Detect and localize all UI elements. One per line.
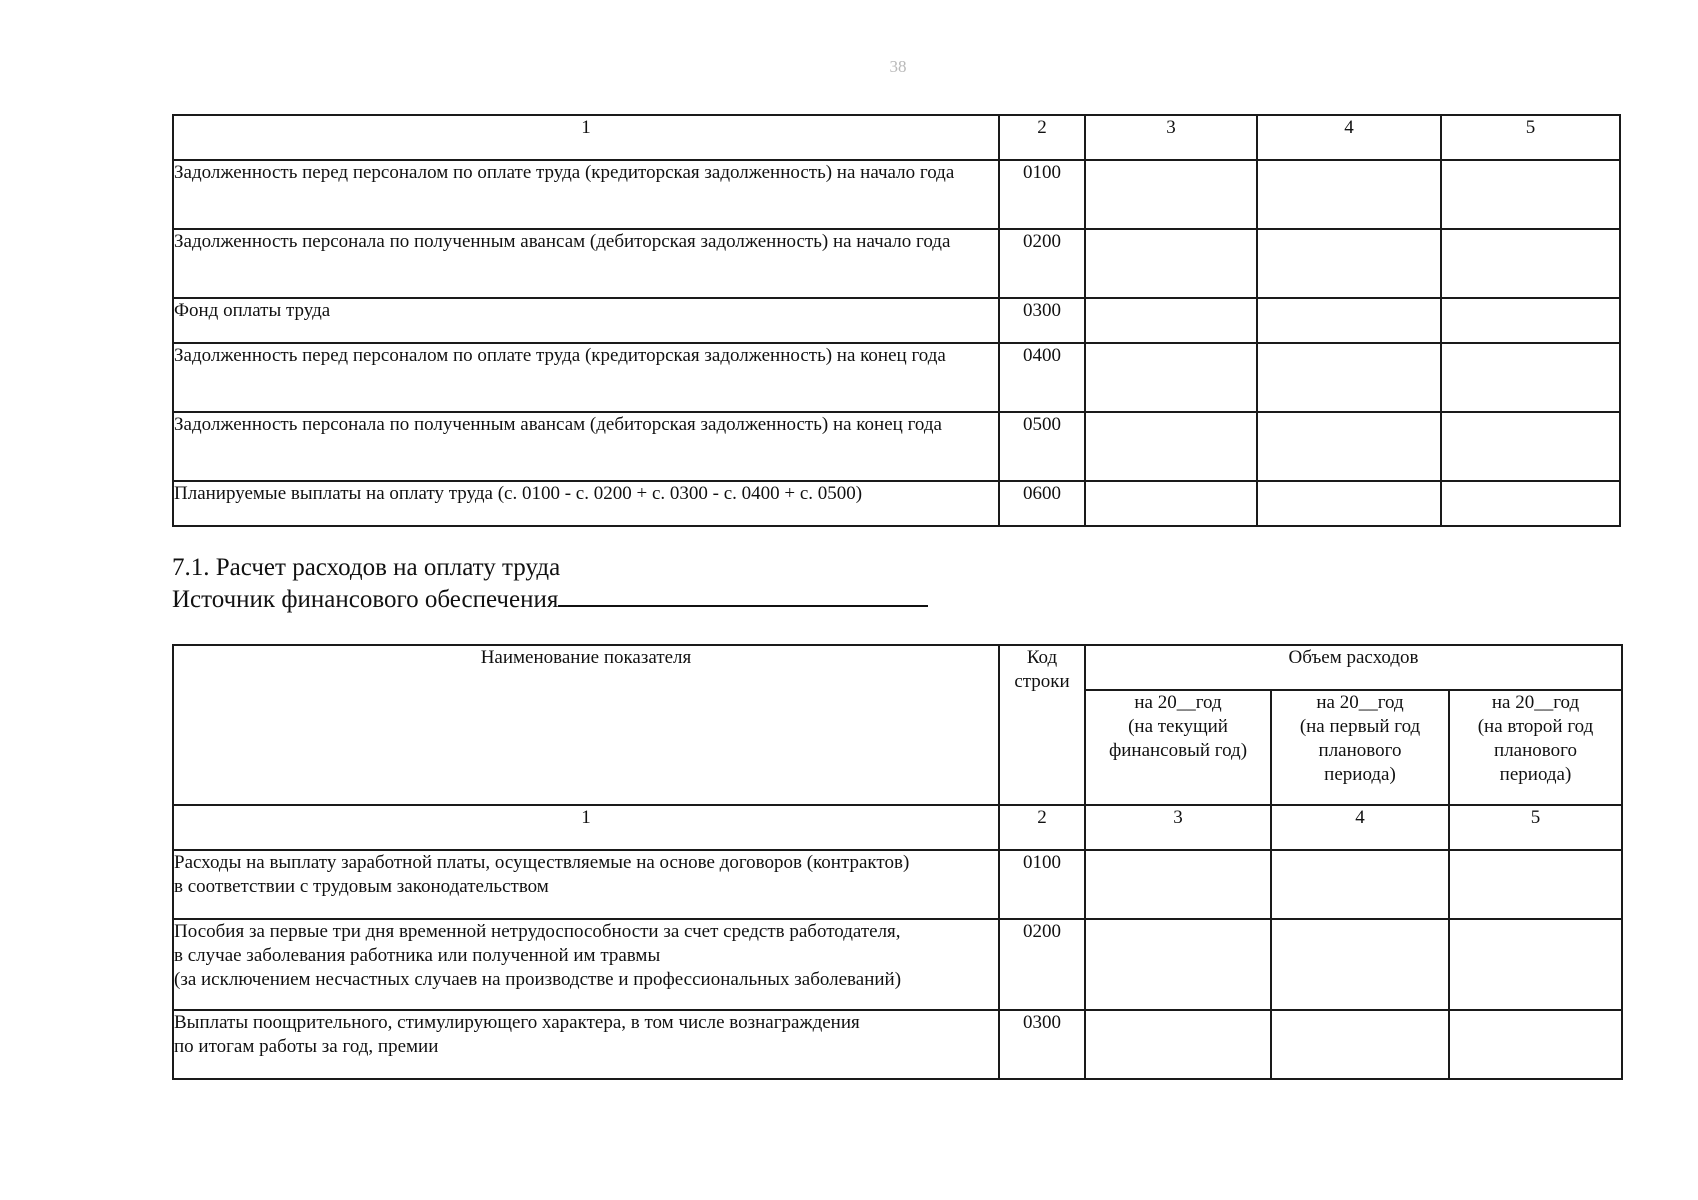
value-cell[interactable] — [1441, 160, 1620, 229]
value-cell[interactable] — [1085, 850, 1271, 919]
column-number: 3 — [1085, 115, 1257, 160]
year-header-line: на 20__год — [1134, 692, 1222, 713]
row-name: Задолженность персонала по полученным авансам (дебиторская задолженность) на конец года — [173, 412, 999, 481]
row-code: 0300 — [999, 1010, 1085, 1079]
value-cell[interactable] — [1257, 160, 1441, 229]
value-cell[interactable] — [1257, 343, 1441, 412]
value-cell[interactable] — [1257, 481, 1441, 526]
year-header-line: (на первый год — [1299, 716, 1421, 737]
value-cell[interactable] — [1257, 229, 1441, 298]
value-cell[interactable] — [1441, 412, 1620, 481]
line-code-header-line: строки — [1014, 671, 1070, 692]
row-name: Фонд оплаты труда — [173, 298, 999, 343]
column-number: 2 — [999, 115, 1085, 160]
value-cell[interactable] — [1085, 1010, 1271, 1079]
row-code: 0100 — [999, 850, 1085, 919]
year-header-line: периода) — [1499, 764, 1572, 785]
page-number: 38 — [889, 57, 907, 76]
value-cell[interactable] — [1441, 343, 1620, 412]
table-row — [173, 1010, 1622, 1079]
payroll-expenses-table — [172, 644, 1623, 1080]
year-header-line: (на второй год — [1477, 716, 1594, 737]
table-header-row — [173, 645, 1622, 690]
row-name-line: в случае заболевания работника или полученной им травмы — [174, 945, 661, 966]
column-number: 5 — [1449, 805, 1622, 850]
table-row — [173, 229, 1620, 298]
value-cell[interactable] — [1085, 919, 1271, 1010]
year-header-line: планового — [1318, 740, 1402, 761]
row-code: 0100 — [999, 160, 1085, 229]
value-cell[interactable] — [1085, 229, 1257, 298]
table-row — [173, 481, 1620, 526]
year-header-line: планового — [1494, 740, 1577, 761]
row-name — [173, 850, 999, 919]
column-number: 1 — [173, 805, 999, 850]
value-cell[interactable] — [1085, 160, 1257, 229]
row-name: Планируемые выплаты на оплату труда (с. 0100 - с. 0200 + с. 0300 - с. 0400 + с. 0500) — [173, 481, 999, 526]
column-number: 1 — [173, 115, 999, 160]
row-code: 0200 — [999, 229, 1085, 298]
value-cell[interactable] — [1085, 343, 1257, 412]
row-name-line: в соответствии с трудовым законодательством — [174, 876, 549, 897]
row-name — [173, 919, 999, 1010]
value-cell[interactable] — [1271, 850, 1449, 919]
row-name: Задолженность перед персоналом по оплате труда (кредиторская задолженность) на начало года — [173, 160, 999, 229]
value-cell[interactable] — [1257, 298, 1441, 343]
table-row — [173, 412, 1620, 481]
year-header-current — [1085, 690, 1271, 805]
value-cell[interactable] — [1085, 298, 1257, 343]
value-cell[interactable] — [1449, 1010, 1622, 1079]
expense-volume-header: Объем расходов — [1085, 645, 1622, 690]
line-code-header — [999, 645, 1085, 805]
row-code: 0600 — [999, 481, 1085, 526]
section-title: 7.1. Расчет расходов на оплату труда — [172, 554, 561, 581]
row-name: Задолженность персонала по полученным авансам (дебиторская задолженность) на начало года — [173, 229, 999, 298]
line-code-header-line: Код — [1026, 647, 1058, 668]
value-cell[interactable] — [1449, 919, 1622, 1010]
table-header-row — [173, 115, 1620, 160]
row-name — [173, 1010, 999, 1079]
value-cell[interactable] — [1085, 481, 1257, 526]
value-cell[interactable] — [1441, 298, 1620, 343]
year-header-first-planned — [1271, 690, 1449, 805]
funding-source-label: Источник финансового обеспечения — [172, 586, 559, 613]
value-cell[interactable] — [1271, 1010, 1449, 1079]
row-name-line: (за исключением несчастных случаев на производстве и профессиональных заболеваний) — [174, 969, 902, 990]
year-header-line: периода) — [1324, 764, 1396, 785]
row-code: 0500 — [999, 412, 1085, 481]
funding-source-blank[interactable] — [558, 583, 928, 607]
value-cell[interactable] — [1257, 412, 1441, 481]
row-code: 0400 — [999, 343, 1085, 412]
table-row — [173, 160, 1620, 229]
column-number: 5 — [1441, 115, 1620, 160]
year-header-line: на 20__год — [1316, 692, 1404, 713]
row-code: 0300 — [999, 298, 1085, 343]
column-number: 2 — [999, 805, 1085, 850]
value-cell[interactable] — [1441, 481, 1620, 526]
year-header-line: (на текущий — [1128, 716, 1228, 737]
indicator-name-header: Наименование показателя — [173, 645, 999, 805]
funding-source-line — [172, 583, 928, 615]
column-number: 3 — [1085, 805, 1271, 850]
year-header-line: на 20__год — [1491, 692, 1580, 713]
value-cell[interactable] — [1449, 850, 1622, 919]
column-number-row — [173, 805, 1622, 850]
year-header-line: финансовый год) — [1108, 740, 1248, 761]
column-number: 4 — [1257, 115, 1441, 160]
row-name-line: Расходы на выплату заработной платы, осуществляемые на основе договоров (контрактов) — [174, 852, 910, 873]
row-name: Задолженность перед персоналом по оплате труда (кредиторская задолженность) на конец года — [173, 343, 999, 412]
table-row — [173, 850, 1622, 919]
table-row — [173, 343, 1620, 412]
value-cell[interactable] — [1085, 412, 1257, 481]
column-number: 4 — [1271, 805, 1449, 850]
row-name-line: по итогам работы за год, премии — [174, 1036, 439, 1057]
table-row — [173, 298, 1620, 343]
row-name-line: Выплаты поощрительного, стимулирующего характера, в том числе вознаграждения — [174, 1012, 860, 1033]
value-cell[interactable] — [1271, 919, 1449, 1010]
row-name-line: Пособия за первые три дня временной нетрудоспособности за счет средств работодателя, — [174, 921, 901, 942]
value-cell[interactable] — [1441, 229, 1620, 298]
section-heading — [172, 552, 928, 615]
year-header-second-planned — [1449, 690, 1622, 805]
row-code: 0200 — [999, 919, 1085, 1010]
payroll-debt-table — [172, 114, 1621, 527]
table-row — [173, 919, 1622, 1010]
